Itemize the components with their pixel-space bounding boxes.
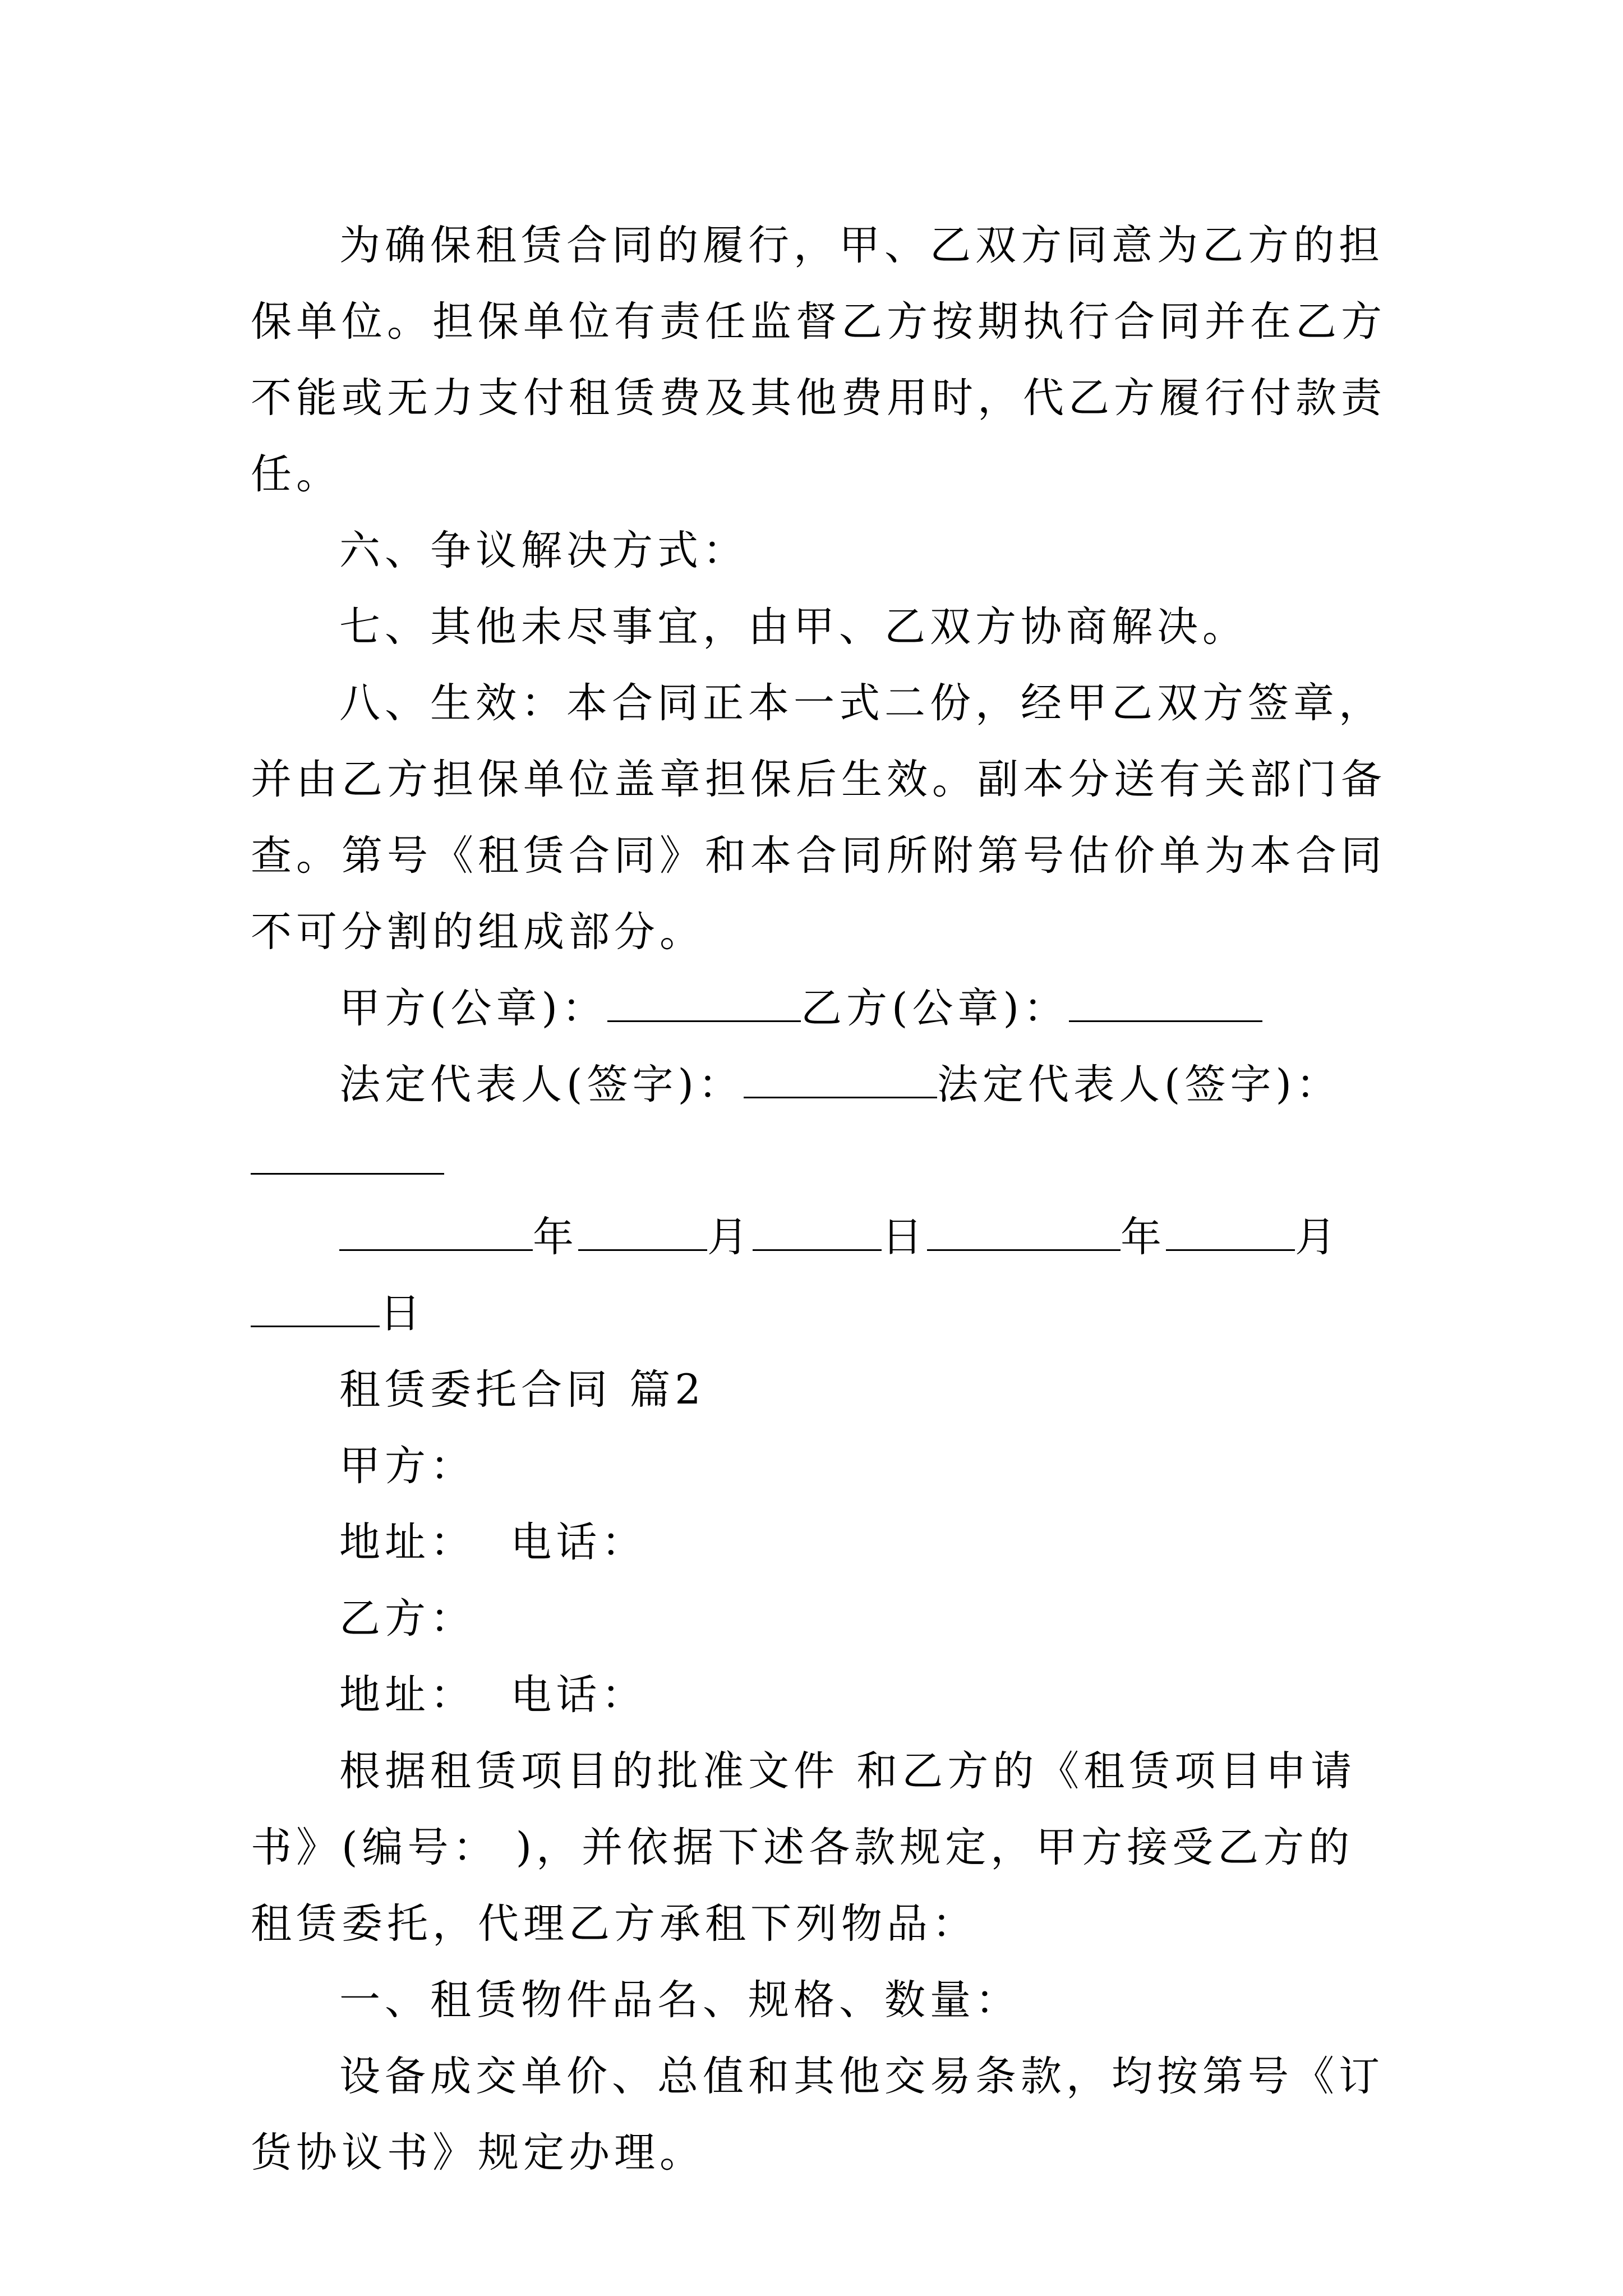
legal-rep-line xyxy=(251,1047,1389,1123)
party-a-label: 甲方： xyxy=(339,1442,476,1490)
legal-rep-b-blank xyxy=(251,1136,444,1175)
seal-line xyxy=(251,970,1389,1047)
year-a-blank xyxy=(339,1212,533,1251)
party-b-label: 乙方： xyxy=(339,1595,476,1642)
dispute-clause: 六、争议解决方式： xyxy=(339,527,748,574)
items-clause: 一、租赁物件品名、规格、数量： xyxy=(339,1976,1021,2024)
day-b-label: 日 xyxy=(380,1290,425,1337)
legal-rep-a-blank xyxy=(744,1060,937,1098)
other-matters-clause: 七、其他未尽事宜，由甲、乙双方协商解决。 xyxy=(339,603,1248,651)
month-b-label: 月 xyxy=(1295,1213,1340,1261)
legal-rep-a-label: 法定代表人(签字)： xyxy=(339,1061,744,1108)
address-b-label: 地址： xyxy=(339,1671,476,1719)
party-a-contact xyxy=(251,1504,1389,1581)
address-a-label: 地址： xyxy=(339,1519,476,1566)
month-a-blank xyxy=(578,1212,707,1251)
party-b-seal-label: 乙方(公章)： xyxy=(800,984,1069,1032)
commission-paragraph: 根据租赁项目的批准文件 和乙方的《租赁项目申请书》(编号： )，并依据下述各款规定，甲方接受乙方的租赁委托，代理乙方承租下列物品： xyxy=(251,1747,1357,1948)
year-a-label: 年 xyxy=(533,1213,578,1261)
month-b-blank xyxy=(1166,1212,1295,1251)
party-a-seal-label: 甲方(公章)： xyxy=(339,984,607,1032)
month-a-label: 月 xyxy=(707,1213,753,1261)
party-a-seal-blank xyxy=(607,983,801,1022)
effectiveness-clause: 八、生效：本合同正本一式二份，经甲乙双方签章，并由乙方担保单位盖章担保后生效。副本分送有关部门备查。第号《租赁合同》和本合同所附第号估价单为本合同不可分割的组成部分。 xyxy=(251,679,1386,956)
legal-rep-b-label: 法定代表人(签字)： xyxy=(937,1061,1341,1108)
party-b-seal-blank xyxy=(1069,983,1262,1022)
year-b-label: 年 xyxy=(1121,1213,1166,1261)
phone-a-label: 电话： xyxy=(510,1519,647,1566)
guarantee-paragraph: 为确保租赁合同的履行，甲、乙双方同意为乙方的担保单位。担保单位有责任监督乙方按期执行合同并在乙方不能或无力支付租赁费及其他费用时，代乙方履行付款责任。 xyxy=(251,222,1386,498)
legal-rep-b-line xyxy=(251,1123,1389,1199)
date-line xyxy=(251,1199,1389,1352)
party-b-contact xyxy=(251,1657,1389,1733)
day-a-label: 日 xyxy=(882,1213,927,1261)
pricing-clause: 设备成交单价、总值和其他交易条款，均按第号《订货协议书》规定办理。 xyxy=(251,2053,1384,2177)
year-b-blank xyxy=(927,1212,1121,1251)
phone-b-label: 电话： xyxy=(510,1671,647,1719)
day-b-blank xyxy=(251,1289,380,1327)
document-body xyxy=(251,208,1389,2191)
contract-2-title: 租赁委托合同 篇2 xyxy=(339,1366,706,1414)
day-a-blank xyxy=(753,1212,882,1251)
